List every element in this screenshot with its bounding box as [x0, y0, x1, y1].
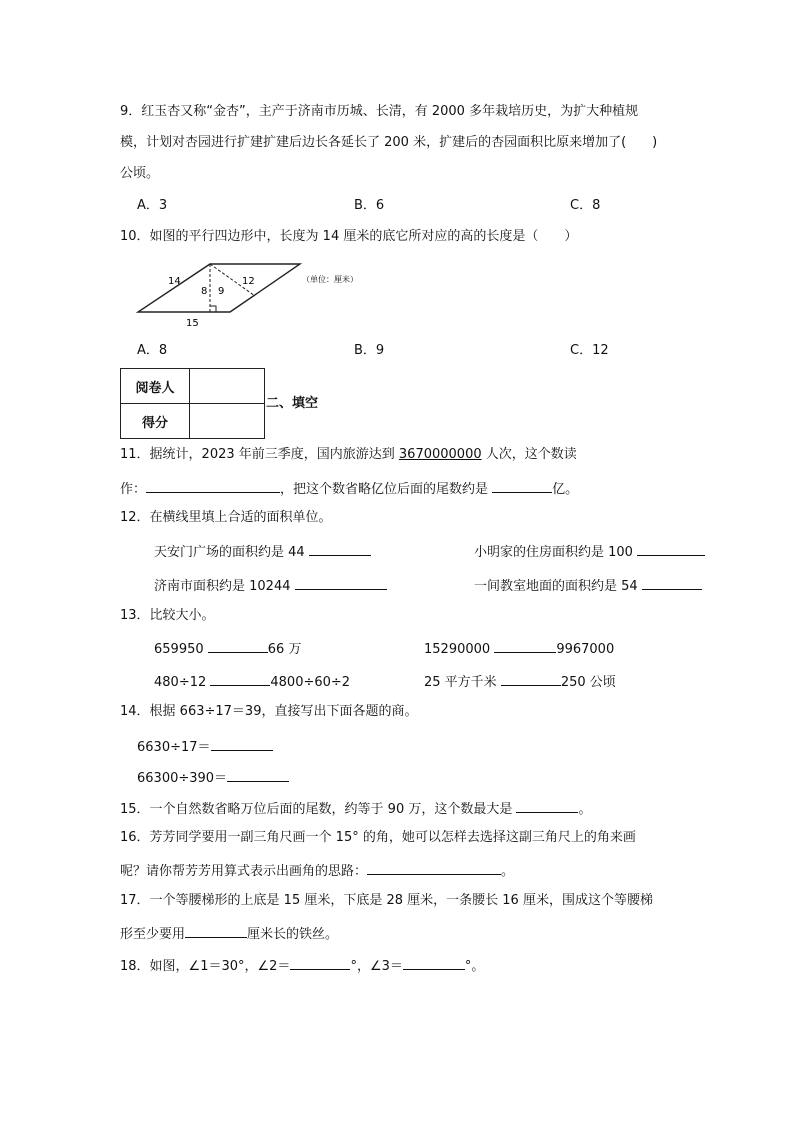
q11-blank-reading[interactable]: [146, 478, 280, 493]
q14-blank-1[interactable]: [211, 736, 273, 751]
score-label: 得分: [121, 404, 190, 439]
q13-compare-c: 480÷12 4800÷60÷2: [154, 671, 350, 692]
reviewer-cell[interactable]: [190, 369, 265, 404]
q10-option-a[interactable]: A．8: [137, 343, 168, 358]
fig-unit-label: （单位：厘米）: [302, 275, 358, 284]
q16-line1: 16．芳芳同学要用一副三角尺画一个 15° 的角，她可以怎样去选择这副三角尺上的角来画: [120, 830, 636, 845]
q12-item-2: 小明家的住房面积约是 100: [474, 541, 705, 562]
fig-label-14: 14: [168, 276, 181, 287]
q12-blank-1[interactable]: [309, 541, 371, 556]
q14-blank-2[interactable]: [227, 767, 289, 782]
q9-option-b[interactable]: B．6: [354, 198, 385, 213]
q15-blank[interactable]: [516, 798, 578, 813]
q13-text: 13．比较大小。: [120, 608, 215, 623]
reviewer-label: 阅卷人: [121, 369, 190, 404]
q11-blank-approx[interactable]: [492, 478, 552, 493]
q9-option-a[interactable]: A．3: [137, 198, 168, 213]
q12-blank-4[interactable]: [642, 575, 702, 590]
q12-text: 12．在横线里填上合适的面积单位。: [120, 510, 332, 525]
fig-label-12: 12: [242, 276, 255, 287]
q10-text: 10．如图的平行四边形中，长度为 14 厘米的底它所对应的高的长度是（ ）: [120, 229, 578, 244]
q13-blank-d[interactable]: [501, 671, 561, 686]
q13-compare-a: 659950 66 万: [154, 638, 301, 659]
q9-option-c[interactable]: C．8: [570, 198, 601, 213]
q12-blank-2[interactable]: [637, 541, 705, 556]
q14-expr-2: 66300÷390＝: [137, 767, 289, 788]
q11-line2: 作： ，把这个数省略亿位后面的尾数约是 亿。: [120, 478, 578, 499]
q11-number: 3670000000: [398, 447, 482, 462]
q16-blank[interactable]: [367, 860, 501, 875]
q15-text: 15．一个自然数省略万位后面的尾数，约等于 90 万，这个数最大是 。: [120, 798, 592, 819]
q12-blank-3[interactable]: [295, 575, 387, 590]
q9-line3: 公顷。: [120, 166, 160, 181]
q13-blank-c[interactable]: [210, 671, 270, 686]
q9-line1: 9．红玉杏又称“金杏”，主产于济南市历城、长清，有 2000 多年栽培历史，为扩大种植规: [120, 104, 639, 119]
q12-item-4: 一间教室地面的面积约是 54: [474, 575, 702, 596]
q18-blank-angle2[interactable]: [290, 955, 350, 970]
grading-box: [120, 368, 265, 439]
q9-line2: 模，计划对杏园进行扩建扩建后边长各延长了 200 米，扩建后的杏园面积比原来增加了( ): [120, 135, 658, 150]
q13-blank-b[interactable]: [494, 638, 556, 653]
parallelogram-figure: [130, 256, 370, 332]
fig-label-9: 9: [218, 286, 225, 297]
section-title: 二、填空: [266, 396, 319, 411]
q14-expr-1: 6630÷17＝: [137, 736, 273, 757]
q12-item-3: 济南市面积约是 10244: [154, 575, 387, 596]
q17-blank[interactable]: [185, 923, 247, 938]
q13-compare-d: 25 平方千米 250 公顷: [424, 671, 616, 692]
q11-line1: 11．据统计，2023 年前三季度，国内旅游达到 3670000000 人次，这个数读: [120, 447, 577, 462]
q13-blank-a[interactable]: [208, 638, 268, 653]
fig-label-15: 15: [186, 318, 199, 329]
q13-compare-b: 15290000 9967000: [424, 638, 614, 659]
q18-text: 18．如图，∠1＝30°，∠2＝ °，∠3＝ °。: [120, 955, 484, 976]
q14-text: 14．根据 663÷17＝39，直接写出下面各题的商。: [120, 704, 418, 719]
fig-label-8: 8: [201, 286, 208, 297]
q10-option-b[interactable]: B．9: [354, 343, 385, 358]
q17-line1: 17．一个等腰梯形的上底是 15 厘米，下底是 28 厘米，一条腰长 16 厘米，围成这个等腰梯: [120, 893, 653, 908]
q18-blank-angle3[interactable]: [403, 955, 465, 970]
q17-line2: 形至少要用 厘米长的铁丝。: [120, 923, 338, 944]
q10-option-c[interactable]: C．12: [570, 343, 609, 358]
score-cell[interactable]: [190, 404, 265, 439]
q12-item-1: 天安门广场的面积约是 44: [154, 541, 371, 562]
q16-line2: 呢？请你帮芳芳用算式表示出画角的思路： 。: [120, 860, 514, 881]
